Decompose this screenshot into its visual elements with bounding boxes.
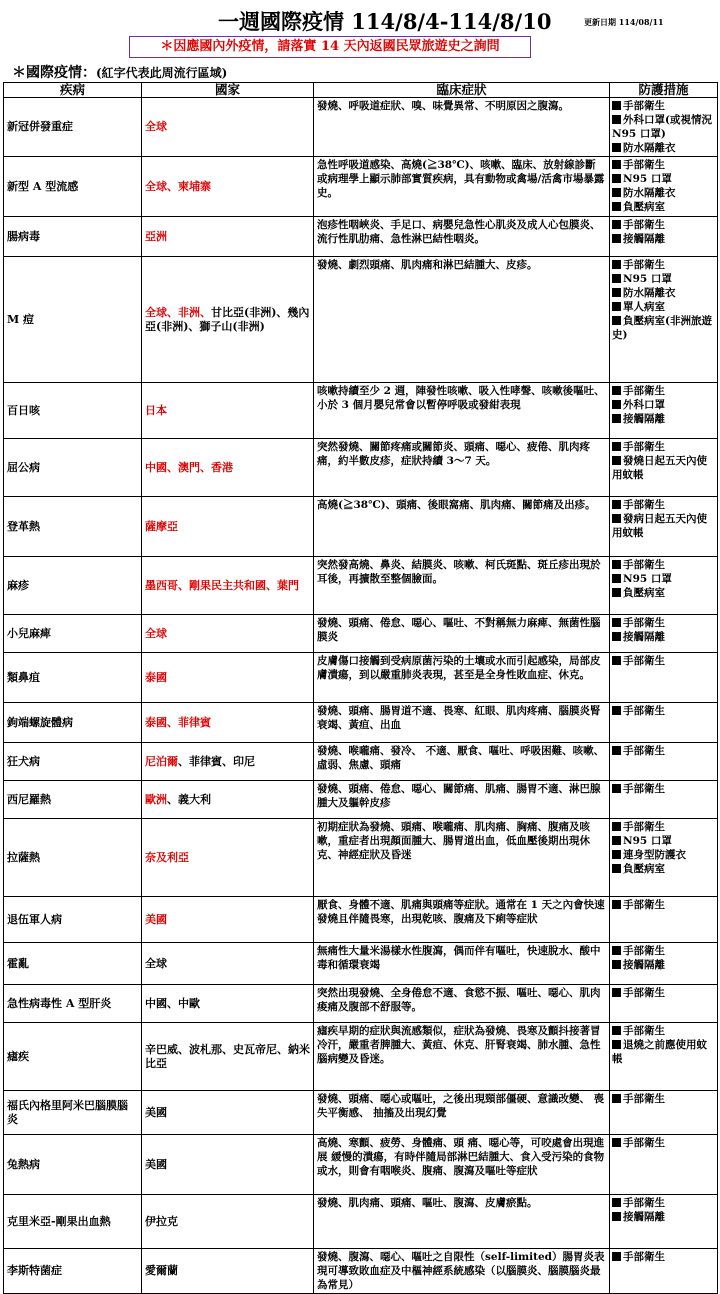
disease-cell: 屈公病 bbox=[4, 439, 142, 497]
square-bullet-icon bbox=[612, 746, 621, 755]
protection-cell bbox=[610, 819, 718, 897]
protection-item bbox=[612, 616, 715, 630]
symptom-cell: 發燒、頭痛、腸胃道不適、畏寒、紅眼、肌肉疼痛、腦膜炎腎衰竭、黃疸、出血 bbox=[314, 703, 610, 743]
disease-cell: 登革熱 bbox=[4, 497, 142, 557]
protection-text: 手部衛生 bbox=[623, 655, 665, 667]
square-bullet-icon bbox=[612, 288, 621, 297]
disease-cell: 新冠併發重症 bbox=[4, 98, 142, 157]
square-bullet-icon bbox=[612, 442, 621, 451]
table-row bbox=[4, 217, 718, 257]
update-date: 更新日期 114/08/11 bbox=[584, 17, 664, 27]
protection-text: 手部衛生 bbox=[623, 1093, 665, 1105]
protection-item bbox=[612, 412, 715, 426]
protection-item bbox=[612, 782, 715, 796]
protection-text: 手部衛生 bbox=[623, 617, 665, 629]
country-text: 伊拉克 bbox=[145, 1214, 178, 1228]
country-cell bbox=[142, 897, 314, 943]
country-text: 甘比亞(非洲)、幾內亞(非洲)、獅子山(非洲) bbox=[145, 305, 310, 333]
symptom-cell: 急性呼吸道感染、高燒(≧38℃)、咳嗽、臨床、放射線診斷或病理學上顯示肺部實質疾病，具有動物或禽場/活禽市場暴露史。 bbox=[314, 157, 610, 217]
protection-item bbox=[612, 558, 715, 572]
square-bullet-icon bbox=[612, 1026, 621, 1035]
protection-item bbox=[612, 272, 715, 286]
symptom-cell: 厭食、身體不適、肌痛與頭痛等症狀。通常在 1 天之內會快速發燒且伴隨畏寒，出現乾咳、腹痛及下痢等症狀 bbox=[314, 897, 610, 943]
country-cell bbox=[142, 819, 314, 897]
disease-cell: 百日咳 bbox=[4, 383, 142, 439]
protection-item bbox=[612, 986, 715, 1000]
square-bullet-icon bbox=[612, 632, 621, 641]
table-row bbox=[4, 943, 718, 985]
table-row bbox=[4, 703, 718, 743]
country-cell bbox=[142, 98, 314, 157]
disease-cell: 退伍軍人病 bbox=[4, 897, 142, 943]
country-text: 中國、澳門、香港 bbox=[145, 460, 233, 474]
square-bullet-icon bbox=[612, 202, 621, 211]
protection-item bbox=[612, 1210, 715, 1224]
country-cell bbox=[142, 257, 314, 383]
table-row bbox=[4, 439, 718, 497]
protection-cell bbox=[610, 653, 718, 703]
disease-cell: 福氏內格里阿米巴腦膜腦炎 bbox=[4, 1091, 142, 1135]
symptom-cell: 發燒、呼吸道症狀、嗅、味覺異常、不明原因之腹瀉。 bbox=[314, 98, 610, 157]
protection-text: 手部衛生 bbox=[623, 259, 665, 271]
square-bullet-icon bbox=[612, 456, 621, 465]
country-cell bbox=[142, 557, 314, 615]
table-row bbox=[4, 383, 718, 439]
protection-text: 負壓病室 bbox=[623, 587, 665, 599]
country-cell bbox=[142, 1135, 314, 1195]
symptom-cell: 發燒、喉嚨痛、發冷、 不適、厭食、嘔吐、呼吸困難、咳嗽、虛弱、焦慮、頭痛 bbox=[314, 743, 610, 781]
table-row bbox=[4, 897, 718, 943]
symptom-cell: 瘧疾早期的症狀與流感類似，症狀為發燒、畏寒及顫抖接著冒冷汗，嚴重者脾腫大、黃疸、休克、肝腎衰竭、肺水腫、急性腦病變及昏迷。 bbox=[314, 1023, 610, 1091]
country-cell bbox=[142, 743, 314, 781]
country-text: 辛巴威、波札那、史瓦帝尼、納米比亞 bbox=[145, 1042, 310, 1070]
disease-cell: 小兒麻痺 bbox=[4, 615, 142, 653]
protection-item bbox=[612, 498, 715, 512]
country-text: 亞洲 bbox=[145, 229, 167, 243]
country-text: 泰國 bbox=[145, 670, 167, 684]
square-bullet-icon bbox=[612, 574, 621, 583]
country-text: 美國 bbox=[145, 1157, 167, 1171]
square-bullet-icon bbox=[612, 1138, 621, 1147]
protection-text: 手部衛生 bbox=[623, 159, 665, 171]
symptom-cell: 發燒、肌肉痛、頭痛、嘔吐、腹瀉、皮膚瘀點。 bbox=[314, 1195, 610, 1249]
country-cell bbox=[142, 157, 314, 217]
protection-text: 接觸隔離 bbox=[623, 959, 665, 971]
protection-item bbox=[612, 1250, 715, 1264]
protection-text: 手部衛生 bbox=[623, 1251, 665, 1263]
square-bullet-icon bbox=[612, 514, 621, 523]
protection-item bbox=[612, 1196, 715, 1210]
square-bullet-icon bbox=[612, 946, 621, 955]
protection-item bbox=[612, 232, 715, 246]
country-text: 全球、非洲、 bbox=[145, 305, 211, 319]
protection-text: 外科口罩 bbox=[623, 399, 665, 411]
country-text: 全球 bbox=[145, 626, 167, 640]
table-row bbox=[4, 497, 718, 557]
protection-cell bbox=[610, 497, 718, 557]
symptom-cell: 發燒、頭痛、噁心或嘔吐，之後出現頸部僵硬、意識改變、 喪失平衡感、 抽搐及出現幻覺 bbox=[314, 1091, 610, 1135]
protection-item bbox=[612, 586, 715, 600]
protection-item bbox=[612, 113, 715, 141]
country-cell bbox=[142, 1195, 314, 1249]
column-header-country: 國家 bbox=[142, 83, 314, 98]
protection-text: 防水隔離衣 bbox=[623, 142, 676, 154]
protection-cell bbox=[610, 615, 718, 653]
protection-text: 手部衛生 bbox=[623, 783, 665, 795]
country-cell bbox=[142, 943, 314, 985]
protection-item bbox=[612, 862, 715, 876]
protection-cell bbox=[610, 98, 718, 157]
protection-text: N95 口罩 bbox=[623, 273, 672, 285]
header bbox=[0, 4, 720, 34]
table-row bbox=[4, 1249, 718, 1294]
square-bullet-icon bbox=[612, 302, 621, 311]
country-text: 尼泊爾 bbox=[145, 754, 178, 768]
table-row bbox=[4, 98, 718, 157]
protection-cell bbox=[610, 217, 718, 257]
protection-cell bbox=[610, 897, 718, 943]
protection-text: 手部衛生 bbox=[623, 899, 665, 911]
protection-item bbox=[612, 630, 715, 644]
square-bullet-icon bbox=[612, 784, 621, 793]
protection-text: 負壓病室(非洲旅遊史) bbox=[612, 315, 712, 341]
square-bullet-icon bbox=[612, 1252, 621, 1261]
symptom-cell: 突然發燒、關節疼痛或關節炎、頭痛、噁心、疲倦、肌肉疼痛，約半數皮疹，症狀持續 3～7 天。 bbox=[314, 439, 610, 497]
country-cell bbox=[142, 439, 314, 497]
section-note: (紅字代表此周流行區域) bbox=[96, 66, 228, 80]
table-row bbox=[4, 1195, 718, 1249]
table-row bbox=[4, 1023, 718, 1091]
protection-item bbox=[612, 384, 715, 398]
protection-cell bbox=[610, 1135, 718, 1195]
disease-cell: 霍亂 bbox=[4, 943, 142, 985]
disease-cell: 狂犬病 bbox=[4, 743, 142, 781]
square-bullet-icon bbox=[612, 656, 621, 665]
protection-cell bbox=[610, 781, 718, 819]
column-header-disease: 疾病 bbox=[4, 83, 142, 98]
protection-item bbox=[612, 141, 715, 155]
protection-cell bbox=[610, 257, 718, 383]
square-bullet-icon bbox=[612, 234, 621, 243]
protection-item bbox=[612, 1038, 715, 1066]
protection-text: 手部衛生 bbox=[623, 219, 665, 231]
square-bullet-icon bbox=[612, 115, 621, 124]
country-text: 全球 bbox=[145, 956, 167, 970]
country-text: 墨西哥、剛果民主共和國、葉門 bbox=[145, 578, 299, 592]
protection-text: 負壓病室 bbox=[623, 201, 665, 213]
table-row bbox=[4, 157, 718, 217]
symptom-cell: 突然發高燒、鼻炎、結膜炎、咳嗽、柯氏斑點、斑丘疹出現於耳後，再擴散至整個臉面。 bbox=[314, 557, 610, 615]
protection-text: 手部衛生 bbox=[623, 987, 665, 999]
country-cell bbox=[142, 1249, 314, 1294]
table-row bbox=[4, 743, 718, 781]
protection-cell bbox=[610, 943, 718, 985]
protection-text: 發病日起五天內使用蚊帳 bbox=[612, 513, 707, 539]
protection-item bbox=[612, 286, 715, 300]
table-row bbox=[4, 1091, 718, 1135]
protection-text: 手部衛生 bbox=[623, 745, 665, 757]
country-text: 奈及利亞 bbox=[145, 850, 189, 864]
protection-text: 手部衛生 bbox=[623, 1137, 665, 1149]
protection-cell bbox=[610, 1091, 718, 1135]
protection-item bbox=[612, 1024, 715, 1038]
country-text: 、菲律賓、印尼 bbox=[178, 754, 255, 768]
protection-text: 退燒之前應使用蚊帳 bbox=[612, 1039, 707, 1065]
country-cell bbox=[142, 383, 314, 439]
symptom-cell: 發燒、頭痛、倦怠、噁心、嘔吐、不對稱無力麻痺、無菌性腦膜炎 bbox=[314, 615, 610, 653]
protection-text: 手部衛生 bbox=[623, 1197, 665, 1209]
protection-item bbox=[612, 440, 715, 454]
protection-item bbox=[612, 454, 715, 482]
protection-item bbox=[612, 848, 715, 862]
country-cell bbox=[142, 703, 314, 743]
country-text: 歐洲 bbox=[145, 792, 167, 806]
symptom-cell: 發燒、頭痛、倦怠、噁心、關節痛、肌痛、腸胃不適、淋巴腺腫大及軀幹皮疹 bbox=[314, 781, 610, 819]
protection-item bbox=[612, 512, 715, 540]
symptom-cell: 發燒、腹瀉、噁心、嘔吐之自限性（self-limited）腸胃炎表現可導致敗血症及中樞神經系統感染（以腦膜炎、腦膜腦炎最為常見） bbox=[314, 1249, 610, 1294]
country-text: 愛爾蘭 bbox=[145, 1264, 178, 1277]
square-bullet-icon bbox=[612, 500, 621, 509]
square-bullet-icon bbox=[612, 220, 621, 229]
square-bullet-icon bbox=[612, 960, 621, 969]
protection-item bbox=[612, 158, 715, 172]
country-text: 中國、中歐 bbox=[145, 996, 200, 1010]
square-bullet-icon bbox=[612, 174, 621, 183]
square-bullet-icon bbox=[612, 900, 621, 909]
protection-item bbox=[612, 820, 715, 834]
disease-cell: 瘧疾 bbox=[4, 1023, 142, 1091]
table-row bbox=[4, 257, 718, 383]
protection-cell bbox=[610, 743, 718, 781]
country-text: 全球、柬埔寨 bbox=[145, 179, 211, 193]
protection-cell bbox=[610, 157, 718, 217]
square-bullet-icon bbox=[612, 188, 621, 197]
protection-text: 連身型防護衣 bbox=[623, 849, 686, 861]
square-bullet-icon bbox=[612, 386, 621, 395]
protection-text: 手部衛生 bbox=[623, 945, 665, 957]
square-bullet-icon bbox=[612, 260, 621, 269]
protection-text: 防水隔離衣 bbox=[623, 287, 676, 299]
square-bullet-icon bbox=[612, 560, 621, 569]
protection-text: 負壓病室 bbox=[623, 863, 665, 875]
square-bullet-icon bbox=[612, 618, 621, 627]
disease-cell: 西尼羅熱 bbox=[4, 781, 142, 819]
protection-item bbox=[612, 654, 715, 668]
protection-text: 手部衛生 bbox=[623, 705, 665, 717]
protection-item bbox=[612, 186, 715, 200]
square-bullet-icon bbox=[612, 822, 621, 831]
square-bullet-icon bbox=[612, 316, 621, 325]
protection-text: N95 口罩 bbox=[623, 835, 672, 847]
country-cell bbox=[142, 1091, 314, 1135]
protection-text: 發燒日起五天內使用蚊帳 bbox=[612, 455, 707, 481]
disease-cell: 鉤端螺旋體病 bbox=[4, 703, 142, 743]
protection-text: 單人病室 bbox=[623, 301, 665, 313]
symptom-cell: 咳嗽持續至少 2 週，陣發性咳嗽、吸入性哮聲、咳嗽後嘔吐、小於 3 個月嬰兒常會以暫停呼吸或發紺表現 bbox=[314, 383, 610, 439]
table-row bbox=[4, 653, 718, 703]
disease-cell: 拉薩熱 bbox=[4, 819, 142, 897]
protection-cell bbox=[610, 383, 718, 439]
square-bullet-icon bbox=[612, 1198, 621, 1207]
protection-item bbox=[612, 572, 715, 586]
country-cell bbox=[142, 985, 314, 1023]
square-bullet-icon bbox=[612, 988, 621, 997]
symptom-cell: 高燒、寒顫、疲勞、身體痛、頭 痛、噁心等，可咬處會出現進展 緩慢的潰瘍，有時伴隨局部淋巴結腫大、食入受污染的食物或水，則會有咽喉炎、腹痛、腹瀉及嘔吐等症狀 bbox=[314, 1135, 610, 1195]
column-header-symptom: 臨床症狀 bbox=[314, 83, 610, 98]
symptom-cell: 初期症狀為發燒、頭痛、喉嚨痛、肌肉痛、胸痛、腹痛及咳嗽，重症者出現顏面腫大、腸胃道出血，低血壓後期出現休克、神經症狀及昏迷 bbox=[314, 819, 610, 897]
square-bullet-icon bbox=[612, 706, 621, 715]
square-bullet-icon bbox=[612, 1212, 621, 1221]
table-row bbox=[4, 557, 718, 615]
protection-text: 手部衛生 bbox=[623, 100, 665, 112]
protection-text: 接觸隔離 bbox=[623, 413, 665, 425]
country-text: 全球 bbox=[145, 120, 167, 133]
protection-text: 防水隔離衣 bbox=[623, 187, 676, 199]
square-bullet-icon bbox=[612, 864, 621, 873]
country-cell bbox=[142, 497, 314, 557]
square-bullet-icon bbox=[612, 588, 621, 597]
country-text: 、義大利 bbox=[167, 792, 211, 806]
protection-cell bbox=[610, 985, 718, 1023]
protection-item bbox=[612, 172, 715, 186]
country-cell bbox=[142, 615, 314, 653]
symptom-cell: 發燒、劇烈頭痛、肌肉痛和淋巴結腫大、皮疹。 bbox=[314, 257, 610, 383]
protection-item bbox=[612, 834, 715, 848]
square-bullet-icon bbox=[612, 400, 621, 409]
disease-cell: M 痘 bbox=[4, 257, 142, 383]
square-bullet-icon bbox=[612, 274, 621, 283]
protection-text: 接觸隔離 bbox=[623, 1211, 665, 1223]
protection-item bbox=[612, 1092, 715, 1106]
protection-item bbox=[612, 1136, 715, 1150]
square-bullet-icon bbox=[612, 836, 621, 845]
symptom-cell: 無痛性大量米湯樣水性腹瀉，偶而伴有嘔吐，快速脫水、酸中毒和循環衰竭 bbox=[314, 943, 610, 985]
protection-item bbox=[612, 200, 715, 214]
square-bullet-icon bbox=[612, 1094, 621, 1103]
protection-text: N95 口罩 bbox=[623, 173, 672, 185]
protection-text: 手部衛生 bbox=[623, 499, 665, 511]
protection-item bbox=[612, 300, 715, 314]
country-text: 美國 bbox=[145, 912, 167, 926]
country-cell bbox=[142, 1023, 314, 1091]
country-text: 美國 bbox=[145, 1105, 167, 1119]
country-cell bbox=[142, 217, 314, 257]
table-row bbox=[4, 819, 718, 897]
protection-item bbox=[612, 314, 715, 342]
country-text: 薩摩亞 bbox=[145, 519, 178, 533]
table-row bbox=[4, 615, 718, 653]
protection-item bbox=[612, 704, 715, 718]
protection-cell bbox=[610, 557, 718, 615]
symptom-cell: 泡疹性咽峽炎、手足口、病嬰兒急性心肌炎及成人心包膜炎、流行性肌肋痛、急性淋巴結性咽炎。 bbox=[314, 217, 610, 257]
square-bullet-icon bbox=[612, 101, 621, 110]
protection-item bbox=[612, 258, 715, 272]
protection-text: 接觸隔離 bbox=[623, 631, 665, 643]
section-title: ＊國際疫情： bbox=[12, 65, 96, 81]
disease-cell: 兔熱病 bbox=[4, 1135, 142, 1195]
square-bullet-icon bbox=[612, 1040, 621, 1049]
protection-text: 手部衛生 bbox=[623, 385, 665, 397]
symptom-cell: 高燒(≧38℃)、頭痛、後眼窩痛、肌肉痛、關節痛及出疹。 bbox=[314, 497, 610, 557]
table-header-row bbox=[4, 83, 718, 98]
section-heading bbox=[12, 62, 227, 82]
protection-text: 外科口罩(或視情況 N95 口罩) bbox=[612, 114, 712, 140]
protection-item bbox=[612, 898, 715, 912]
protection-text: 手部衛生 bbox=[623, 1025, 665, 1037]
country-cell bbox=[142, 653, 314, 703]
protection-cell bbox=[610, 1195, 718, 1249]
country-cell bbox=[142, 781, 314, 819]
protection-item bbox=[612, 398, 715, 412]
protection-cell bbox=[610, 439, 718, 497]
square-bullet-icon bbox=[612, 143, 621, 152]
protection-item bbox=[612, 944, 715, 958]
table-row bbox=[4, 781, 718, 819]
protection-item bbox=[612, 218, 715, 232]
symptom-cell: 突然出現發燒、全身倦怠不適、食慾不振、嘔吐、噁心、肌肉痠痛及腹部不舒服等。 bbox=[314, 985, 610, 1023]
disease-cell: 急性病毒性 A 型肝炎 bbox=[4, 985, 142, 1023]
notice-banner: ＊因應國內外疫情，請落實 14 天內返國民眾旅遊史之詢問 bbox=[129, 36, 531, 58]
protection-cell bbox=[610, 1023, 718, 1091]
protection-text: N95 口罩 bbox=[623, 573, 672, 585]
protection-item bbox=[612, 744, 715, 758]
disease-cell: 李斯特菌症 bbox=[4, 1249, 142, 1294]
page-title: 一週國際疫情 114/8/4-114/8/10 bbox=[218, 9, 552, 34]
square-bullet-icon bbox=[612, 160, 621, 169]
column-header-protection: 防護措施 bbox=[610, 83, 718, 98]
protection-cell bbox=[610, 1249, 718, 1294]
disease-cell: 麻疹 bbox=[4, 557, 142, 615]
square-bullet-icon bbox=[612, 850, 621, 859]
protection-cell bbox=[610, 703, 718, 743]
protection-text: 手部衛生 bbox=[623, 559, 665, 571]
disease-cell: 腸病毒 bbox=[4, 217, 142, 257]
protection-text: 手部衛生 bbox=[623, 441, 665, 453]
country-text: 泰國、菲律賓 bbox=[145, 715, 211, 729]
disease-cell: 新型 A 型流感 bbox=[4, 157, 142, 217]
country-text: 日本 bbox=[145, 403, 167, 417]
protection-item bbox=[612, 99, 715, 113]
protection-text: 接觸隔離 bbox=[623, 233, 665, 245]
square-bullet-icon bbox=[612, 414, 621, 423]
epidemic-table bbox=[3, 82, 718, 1294]
symptom-cell: 皮膚傷口接觸到受病原菌污染的土壤或水而引起感染，局部皮膚潰瘍，到以嚴重肺炎表現，甚至是全身性敗血症、休克。 bbox=[314, 653, 610, 703]
disease-cell: 克里米亞-剛果出血熱 bbox=[4, 1195, 142, 1249]
disease-cell: 類鼻疽 bbox=[4, 653, 142, 703]
protection-item bbox=[612, 958, 715, 972]
table-row bbox=[4, 1135, 718, 1195]
table-row bbox=[4, 985, 718, 1023]
protection-text: 手部衛生 bbox=[623, 821, 665, 833]
